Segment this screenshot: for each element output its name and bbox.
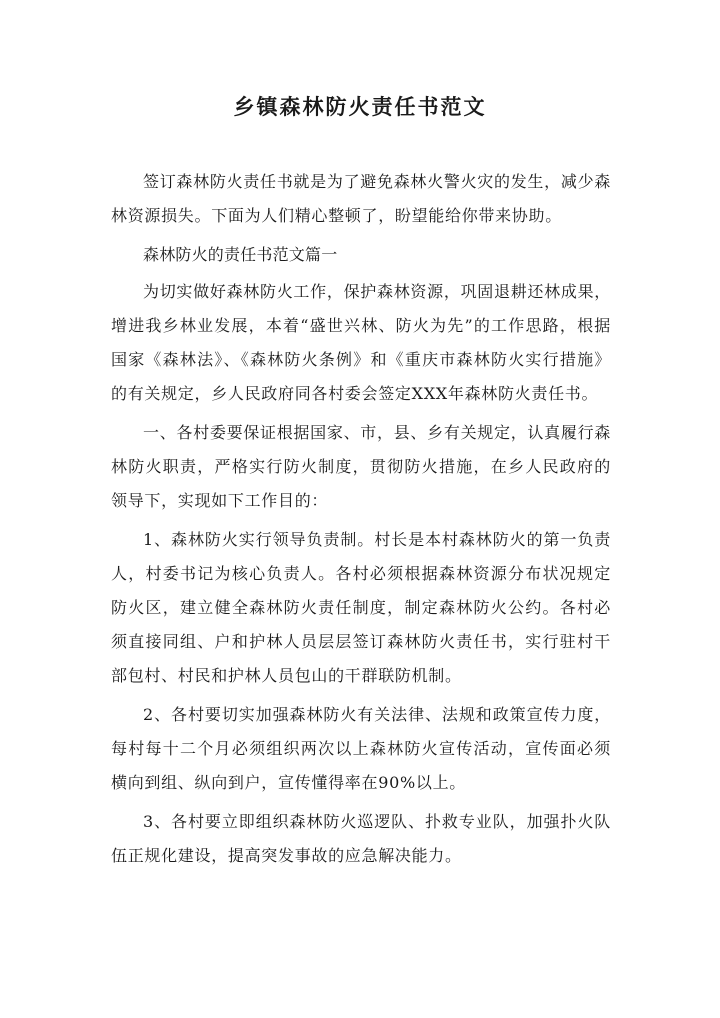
body-paragraph: 3、各村要立即组织森林防火巡逻队、扑救专业队，加强扑火队伍正规化建设，提高突发事故的应急解决能力。: [111, 812, 611, 865]
document-title: 乡镇森林防火责任书范文: [233, 94, 487, 119]
body-paragraph: 为切实做好森林防火工作，保护森林资源，巩固退耕还林成果，增进我乡林业发展，本着“盛世兴林、防火为先”的工作思路，根据国家《森林法》、《森林防火条例》和《重庆市森林防火实行措施》的有关规定，乡人民政府同各村委会签定XXX年森林防火责任书。: [111, 282, 611, 403]
section-heading: 森林防火的责任书范文篇一: [143, 245, 338, 264]
body-paragraph: 一、各村委要保证根据国家、市，县、乡有关规定，认真履行森林防火职责，严格实行防火制度，贯彻防火措施，在乡人民政府的领导下，实现如下工作目的：: [111, 423, 611, 510]
body-paragraph: 1、森林防火实行领导负责制。村长是本村森林防火的第一负责人，村委书记为核心负责人。各村必须根据森林资源分布状况规定防火区，建立健全森林防火责任制度，制定森林防火公约。各村必须直接同组、户和护林人员层层签订森林防火责任书，实行驻村干部包村、村民和护林人员包山的干群联防机制。: [111, 530, 611, 685]
intro-paragraph: 签订森林防火责任书就是为了避免森林火警火灾的发生，减少森林资源损失。下面为人们精心整顿了，盼望能给你带来协助。: [111, 172, 611, 225]
body-paragraph: 2、各村要切实加强森林防火有关法律、法规和政策宣传力度，每村每十二个月必须组织两次以上森林防火宣传活动，宣传面必须横向到组、纵向到户，宣传懂得率在90%以上。: [111, 705, 611, 792]
document-body: [111, 165, 611, 878]
